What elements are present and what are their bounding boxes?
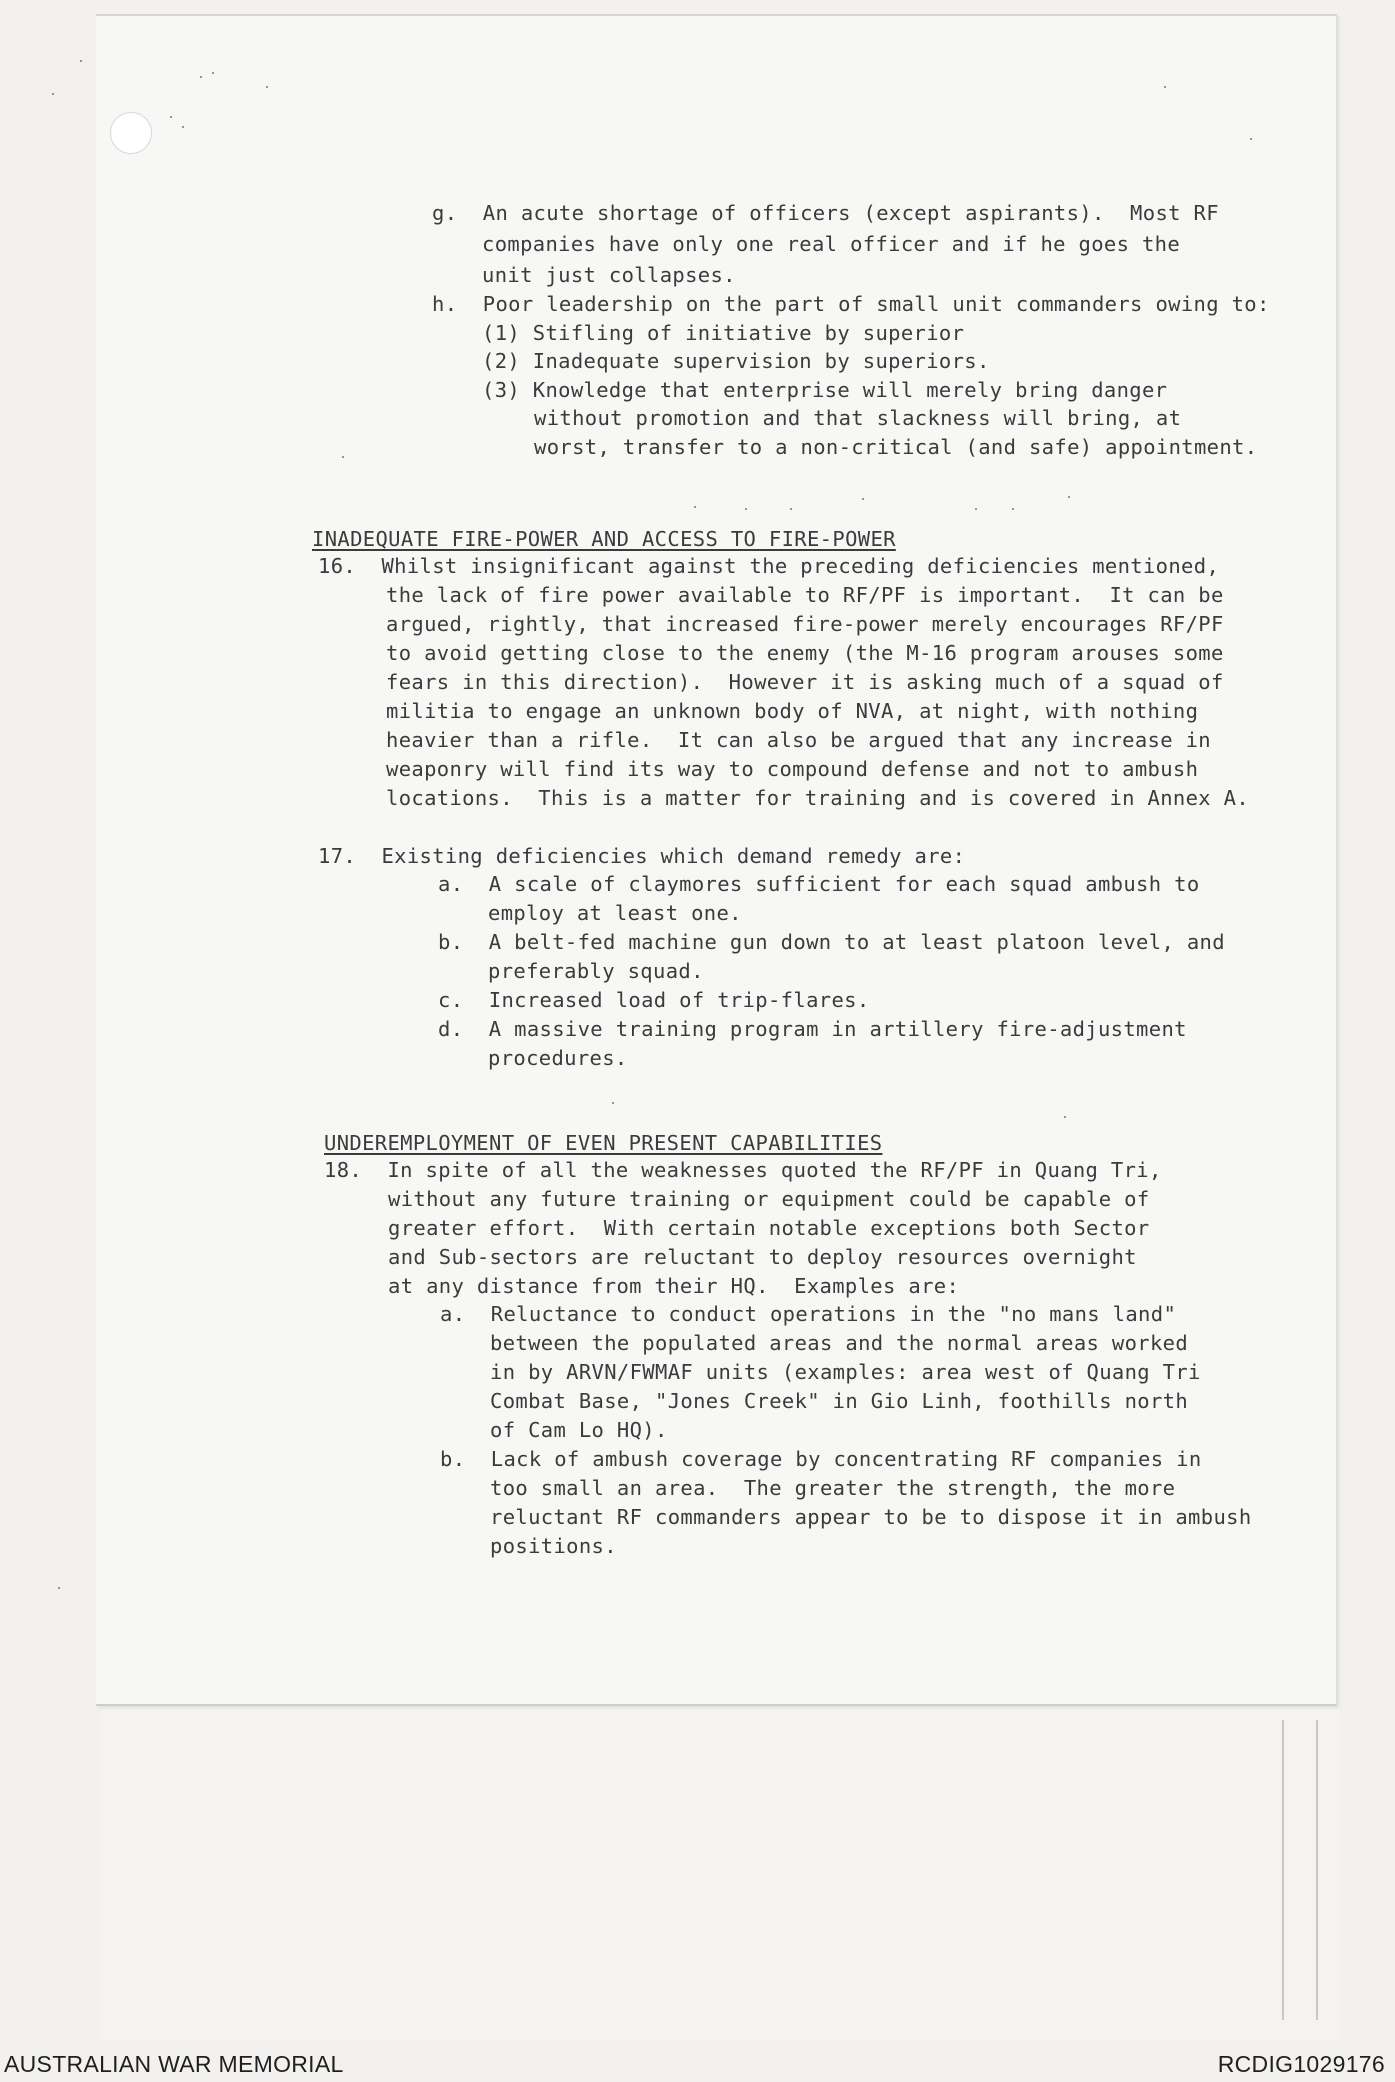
text-line: between the populated areas and the normal areas worked [490, 1331, 1189, 1355]
text-line: locations. This is a matter for training and is covered in Annex A. [386, 786, 1250, 810]
scan-speck [52, 93, 54, 95]
text-line: argued, rightly, that increased fire-power merely encourages RF/PF [386, 612, 1224, 636]
text-line: without any future training or equipment could be capable of [388, 1187, 1150, 1211]
text-line: the lack of fire power available to RF/PF is important. It can be [386, 583, 1224, 607]
sheet-edge-line [1316, 1720, 1318, 2020]
section-heading: UNDEREMPLOYMENT OF EVEN PRESENT CAPABILITIES [324, 1131, 883, 1155]
text-line: to avoid getting close to the enemy (the M-16 program arouses some [386, 641, 1224, 665]
text-line: 18. In spite of all the weaknesses quoted the RF/PF in Quang Tri, [324, 1158, 1162, 1182]
text-line: in by ARVN/FWMAF units (examples: area west of Quang Tri [490, 1360, 1201, 1384]
text-line: fears in this direction). However it is asking much of a squad of [386, 670, 1224, 694]
text-line: and Sub-sectors are reluctant to deploy resources overnight [388, 1245, 1137, 1269]
text-line: b. A belt-fed machine gun down to at least platoon level, and [438, 930, 1225, 954]
text-line: d. A massive training program in artillery fire-adjustment [438, 1017, 1187, 1041]
scan-speck [58, 1587, 60, 1589]
text-line: h. Poor leadership on the part of small unit commanders owing to: [432, 292, 1270, 316]
scan-speck [1164, 86, 1166, 88]
text-line: 17. Existing deficiencies which demand remedy are: [318, 844, 966, 868]
text-line: positions. [490, 1534, 617, 1558]
text-line: b. Lack of ambush coverage by concentrating RF companies in [440, 1447, 1202, 1471]
scan-speck [1064, 1116, 1066, 1118]
text-line: (3) Knowledge that enterprise will merely bring danger [482, 378, 1168, 402]
text-line: companies have only one real officer and if he goes the [482, 232, 1181, 256]
text-line: worst, transfer to a non-critical (and safe) appointment. [534, 435, 1258, 459]
text-line: Combat Base, "Jones Creek" in Gio Linh, foothills north [490, 1389, 1189, 1413]
scan-speck [182, 126, 184, 128]
scan-speck [745, 508, 747, 510]
scan-speck [1068, 496, 1070, 498]
scan-speck [862, 498, 864, 500]
sheet-edge-line [1282, 1720, 1284, 2020]
text-line: procedures. [488, 1046, 628, 1070]
footer-id: RCDIG1029176 [1217, 2051, 1385, 2077]
text-line: weaponry will find its way to compound defense and not to ambush [386, 757, 1199, 781]
scan-speck [266, 86, 268, 88]
scan-speck [80, 60, 82, 62]
scan-speck [790, 508, 792, 510]
text-line: (1) Stifling of initiative by superior [482, 321, 965, 345]
scan-speck [212, 72, 214, 74]
text-line: militia to engage an unknown body of NVA, at night, with nothing [386, 699, 1199, 723]
text-line: employ at least one. [488, 901, 742, 925]
text-line: at any distance from their HQ. Examples are: [388, 1274, 960, 1298]
text-line: g. An acute shortage of officers (except aspirants). Most RF [432, 201, 1219, 225]
text-line: too small an area. The greater the strength, the more [490, 1476, 1176, 1500]
text-line: unit just collapses. [482, 263, 736, 287]
text-line: without promotion and that slackness will bring, at [534, 406, 1182, 430]
scan-speck [612, 1102, 614, 1104]
text-line: reluctant RF commanders appear to be to dispose it in ambush [490, 1505, 1252, 1529]
text-line: a. A scale of claymores sufficient for each squad ambush to [438, 872, 1200, 896]
footer-source: AUSTRALIAN WAR MEMORIAL [4, 2051, 344, 2077]
scan-speck [694, 506, 696, 508]
scan-speck [1250, 138, 1252, 140]
punch-hole [110, 112, 152, 154]
text-line: of Cam Lo HQ). [490, 1418, 668, 1442]
scan-speck [200, 76, 202, 78]
text-line: heavier than a rifle. It can also be argued that any increase in [386, 728, 1211, 752]
scan-speck [975, 508, 977, 510]
text-line: (2) Inadequate supervision by superiors. [482, 349, 990, 373]
text-line: 16. Whilst insignificant against the preceding deficiencies mentioned, [318, 554, 1220, 578]
scan-speck [342, 456, 344, 458]
text-line: a. Reluctance to conduct operations in the "no mans land" [440, 1302, 1177, 1326]
section-heading: INADEQUATE FIRE-POWER AND ACCESS TO FIRE-POWER [312, 527, 896, 551]
underlying-sheet [100, 1700, 1340, 2040]
text-line: preferably squad. [488, 959, 704, 983]
scan-speck [1012, 508, 1014, 510]
scan-speck [170, 116, 172, 118]
text-line: c. Increased load of trip-flares. [438, 988, 870, 1012]
text-line: greater effort. With certain notable exceptions both Sector [388, 1216, 1150, 1240]
